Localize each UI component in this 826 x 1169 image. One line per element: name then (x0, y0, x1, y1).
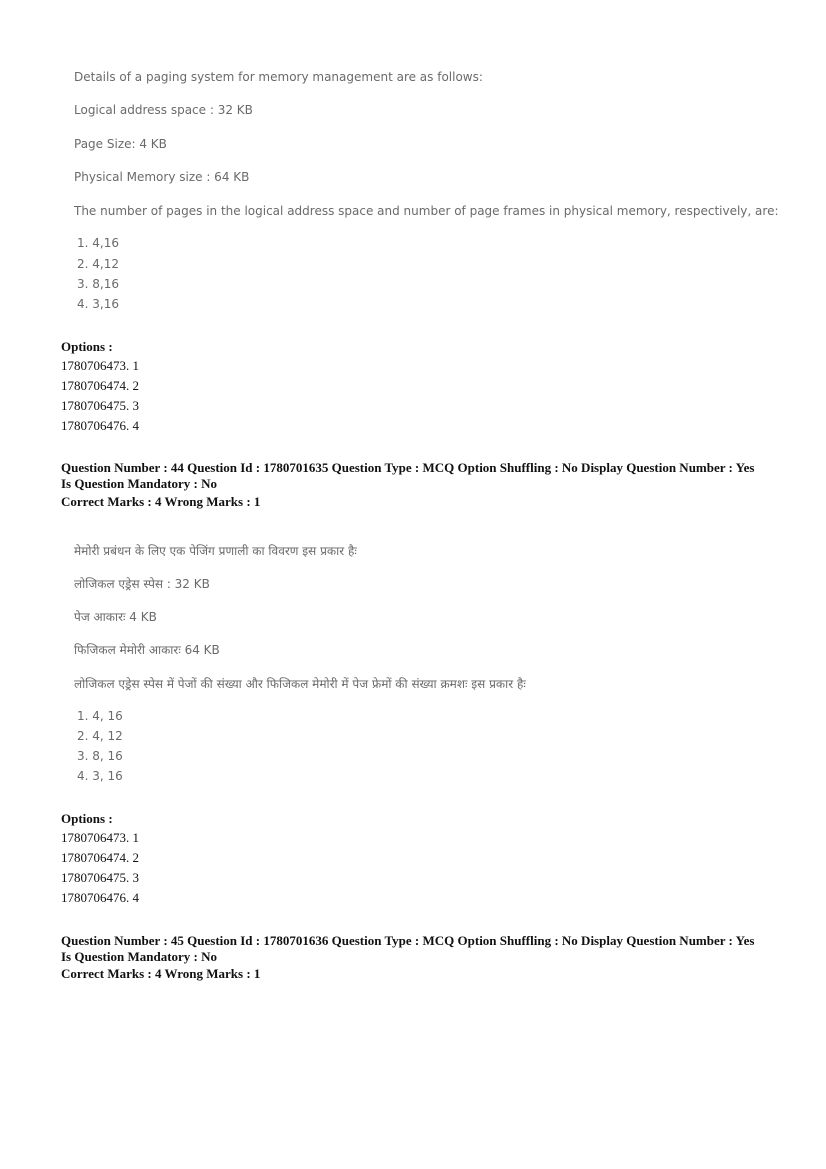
physical-memory-size: Physical Memory size : 64 KB (74, 170, 250, 184)
option-id-4: 1780706476. 4 (61, 418, 139, 433)
choice-3: 3. 8,16 (77, 277, 119, 291)
options-heading: Options : (61, 811, 113, 826)
options-heading: Options : (61, 339, 113, 354)
page-size: Page Size: 4 KB (74, 137, 167, 151)
mandatory-line: Is Question Mandatory : No (61, 949, 218, 964)
question-text: लोजिकल एड्रेस स्पेस में पेजों की संख्या और फिजिकल मेमोरी में पेज फ्रेमों की संख्या क्रमशः इस प्रकार हैः (74, 677, 526, 691)
choice-1: 1. 4,16 (77, 236, 119, 250)
choice-3: 3. 8, 16 (77, 749, 123, 763)
page-size: पेज आकारः 4 KB (74, 610, 157, 624)
option-id-3: 1780706475. 3 (61, 870, 139, 885)
logical-address-space: लोजिकल एड्रेस स्पेस : 32 KB (74, 577, 210, 591)
option-id-1: 1780706473. 1 (61, 358, 139, 373)
option-id-1: 1780706473. 1 (61, 830, 139, 845)
marks-line: Correct Marks : 4 Wrong Marks : 1 (61, 494, 261, 509)
choice-1: 1. 4, 16 (77, 709, 123, 723)
option-id-3: 1780706475. 3 (61, 398, 139, 413)
option-id-2: 1780706474. 2 (61, 378, 139, 393)
logical-address-space: Logical address space : 32 KB (74, 103, 253, 117)
question-text: The number of pages in the logical address space and number of page frames in physical memory, respectively, are: (74, 204, 779, 218)
question-header-line: Question Number : 45 Question Id : 1780701636 Question Type : MCQ Option Shuffling : No Display Question Number : Yes (61, 933, 755, 948)
mandatory-line: Is Question Mandatory : No (61, 476, 218, 491)
option-id-2: 1780706474. 2 (61, 850, 139, 865)
physical-memory-size: फिजिकल मेमोरी आकारः 64 KB (74, 643, 220, 657)
choice-4: 4. 3, 16 (77, 769, 123, 783)
option-id-4: 1780706476. 4 (61, 890, 139, 905)
question-intro: मेमोरी प्रबंधन के लिए एक पेजिंग प्रणाली का विवरण इस प्रकार हैः (74, 544, 357, 558)
question-intro: Details of a paging system for memory management are as follows: (74, 70, 483, 84)
choice-2: 2. 4,12 (77, 257, 119, 271)
choice-2: 2. 4, 12 (77, 729, 123, 743)
question-header-line: Question Number : 44 Question Id : 1780701635 Question Type : MCQ Option Shuffling : No Display Question Number : Yes (61, 460, 755, 475)
choice-4: 4. 3,16 (77, 297, 119, 311)
marks-line: Correct Marks : 4 Wrong Marks : 1 (61, 966, 261, 981)
